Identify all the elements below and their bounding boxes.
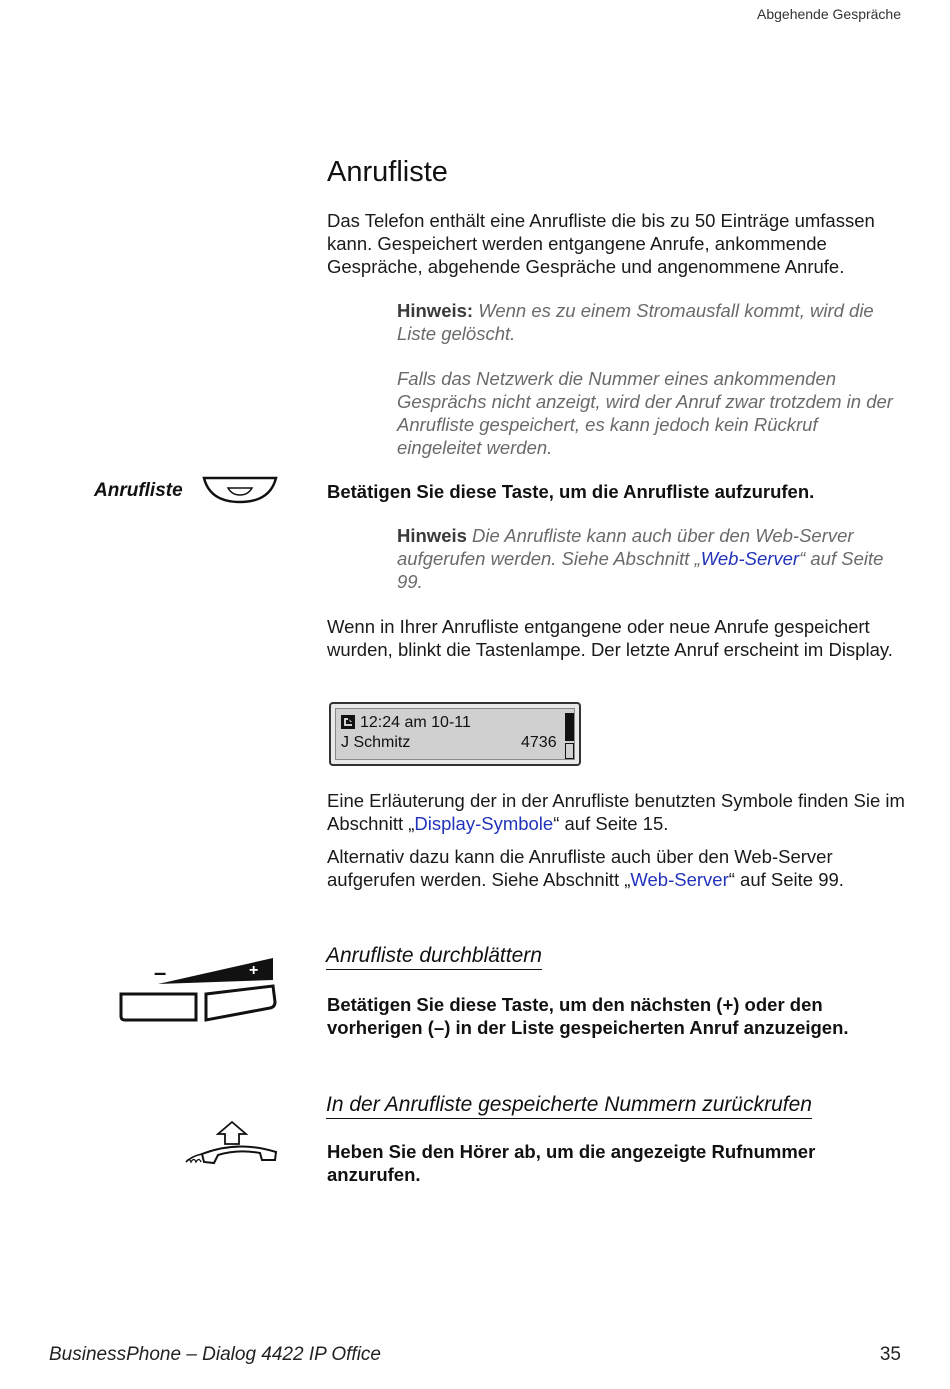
link-display-symbole[interactable]: Display-Symbole	[414, 813, 554, 834]
running-header: Abgehende Gespräche	[757, 6, 901, 22]
alt-text-a: Alternativ dazu kann die Anrufliste auch über den Web-Server aufgerufen werden. Siehe Abschnitt „	[327, 846, 833, 890]
page-number: 35	[879, 1344, 901, 1365]
volume-minus-label: –	[154, 960, 167, 985]
note-text-b: “ auf Seite 99.	[397, 548, 884, 592]
lamp-paragraph: Wenn in Ihrer Anrufliste entgangene oder neue Anrufe gespeichert wurden, blinkt die Tastenlampe. Der letzte Anruf erscheint im Display.	[327, 616, 893, 660]
symbols-text-a: Eine Erläuterung der in der Anrufliste benutzten Symbole finden Sie im Abschnitt „	[327, 790, 905, 834]
note-web-server	[397, 524, 907, 593]
display-screen	[335, 708, 575, 760]
handset-lift-icon	[180, 1120, 280, 1168]
footer-product: BusinessPhone – Dialog 4422 IP Office	[49, 1344, 381, 1365]
alt-text-b: “ auf Seite 99.	[728, 869, 844, 890]
note-text-a: Die Anrufliste kann auch über den Web-Server aufgerufen werden. Siehe Abschnitt „	[397, 525, 854, 569]
display-scrollbar	[565, 713, 574, 759]
key-instruction: Betätigen Sie diese Taste, um die Anrufliste aufzurufen.	[327, 481, 815, 502]
callback-instruction: Heben Sie den Hörer ab, um die angezeigte Rufnummer anzurufen.	[327, 1141, 816, 1185]
phone-display	[329, 702, 581, 766]
symbols-paragraph	[327, 789, 907, 835]
note-text: Wenn es zu einem Stromausfall kommt, wird die Liste gelöscht.	[397, 300, 874, 344]
display-caller-number: 4736	[521, 734, 557, 751]
symbols-text-b: “ auf Seite 15.	[553, 813, 669, 834]
callback-heading: In der Anrufliste gespeicherte Nummern zurückrufen	[326, 1093, 812, 1119]
side-label-anrufliste: Anrufliste	[94, 480, 183, 501]
note-label: Hinweis	[397, 525, 467, 546]
display-timestamp: 12:24 am 10-11	[360, 714, 471, 731]
volume-keys-icon	[118, 954, 280, 1024]
note-label: Hinweis:	[397, 300, 474, 321]
display-caller-name: J Schmitz	[341, 734, 411, 751]
link-web-server[interactable]: Web-Server	[700, 548, 800, 569]
browse-instruction: Betätigen Sie diese Taste, um den nächsten (+) oder den vorherigen (–) in der Liste gespeicherten Anruf anzuzeigen.	[327, 994, 849, 1038]
list-key-icon	[202, 475, 278, 505]
alternative-paragraph	[327, 845, 907, 891]
call-list-symbol-icon	[341, 715, 357, 731]
note-power-failure	[397, 299, 907, 345]
note-network-number: Falls das Netzwerk die Nummer eines ankommenden Gesprächs nicht anzeigt, wird der Anruf zwar trotzdem in der Anrufliste gespeichert, es kann jedoch kein Rückruf eingeleitet werden.	[397, 368, 893, 458]
link-web-server-2[interactable]: Web-Server	[630, 869, 729, 890]
browse-heading: Anrufliste durchblättern	[326, 944, 542, 970]
volume-plus-label: +	[249, 962, 259, 979]
page-title: Anrufliste	[327, 156, 448, 188]
intro-paragraph: Das Telefon enthält eine Anrufliste die bis zu 50 Einträge umfassen kann. Gespeichert werden entgangene Anrufe, ankommende Gespräche, abgehende Gespräche und angenommene Anrufe.	[327, 210, 875, 277]
